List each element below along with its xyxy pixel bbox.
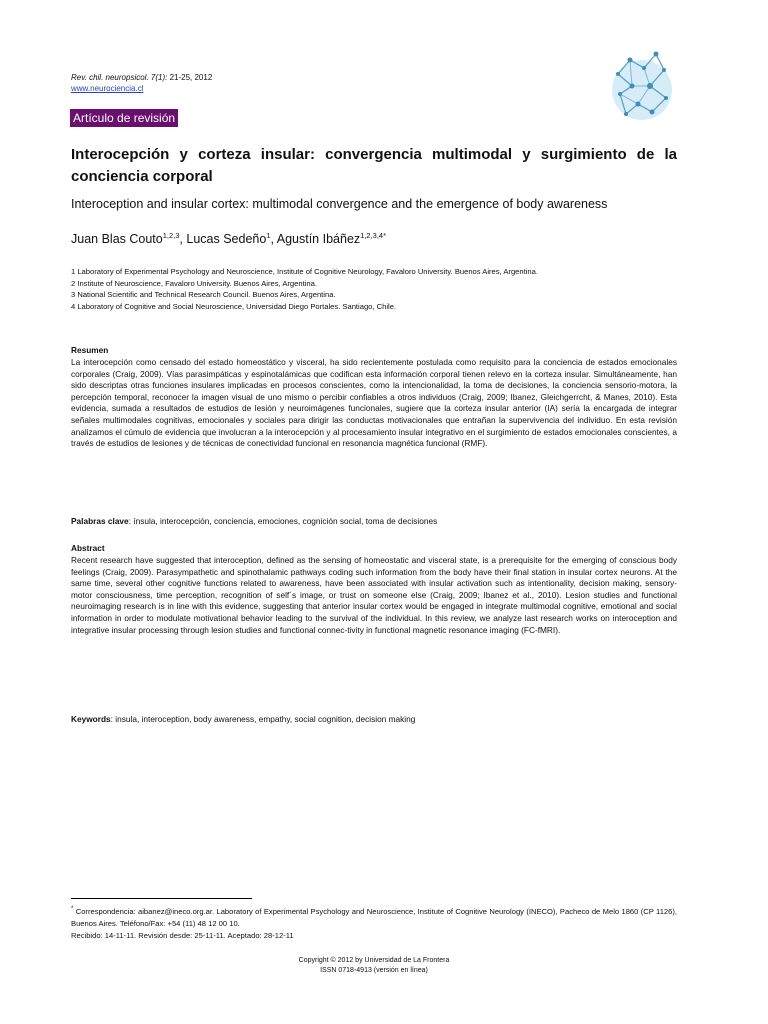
affiliation-item: 2 Institute of Neuroscience, Favaloro University. Buenos Aires, Argentina. [71,278,317,288]
journal-citation: Rev. chil. neuropsicol. 7(1): 21-25, 2012 [71,73,213,82]
author-list [71,228,386,247]
copyright [224,956,524,976]
affiliation-item: 4 Laboratory of Cognitive and Social Neuroscience, Universidad Diego Portales. Santiago, Chile. [71,301,397,311]
affiliation-item: 3 National Scientific and Technical Research Council. Buenos Aires, Argentina. [71,290,336,299]
abstract-heading: Abstract [71,543,105,553]
affiliation-item: 1 Laboratory of Experimental Psychology and Neuroscience, Institute of Cognitive Neurology, Favaloro University. Buenos Aires, Argentina. [71,267,538,276]
article-subtitle: Interoception and insular cortex: multimodal convergence and the emergence of body awareness [71,197,608,211]
keywords: Keywords: insula, interoception, body awareness, empathy, social cognition, decision making [71,714,416,724]
copyright-line: Copyright © 2012 by Universidad de La Frontera [298,957,450,964]
journal-website-link[interactable]: www.neurociencia.cl [71,84,144,93]
journal-header [71,72,212,94]
section-badge: Artículo de revisión [70,109,178,127]
resumen-text: La interocepción como censado del estado homeostático y visceral, ha sido recientemente postulada como requisito para la conciencia de estados emocionales corporales (Craig, 2009). Vías parasimpáticas y espinotalámicas que codifican esta información corporal tienen relevo en la corteza insular. Simultáneamente, han sido descriptas otras funciones insulares implicadas en procesos conscientes, como la intencionalidad, la toma de decisiones, la conciencia sensorio-motora, la percepción temporal, reconocer la imagen visual de uno mismo o percibir confiables a otros individuos (Craig, 2009; Ibanez, Gleichgerrcht, & Manes, 2010). Esta evidencia, sumada a resultados de estudios de lesión y neuroimágenes funcionales, sugiere que la corteza insular anterior (IA) sería la encargada de integrar señales multimodales cognitivas, emocionales y sociales para dirigir las conductas motivacionales que entrañan la supervivencia del individuo. En esta revisión analizamos el cúmulo de evidencia que involucran a la interocepción y al procesamiento insular integrativo en el surgimiento de estados emocionales conscientes, a través de estudios de lesiones y de técnicas de conectividad funcional en resonancia magnética funcional (RMF). [71,357,677,449]
footnote-correspondence: * Correspondencia: aibanez@ineco.org.ar. Laboratory of Experimental Psychology and Neuroscience, Institute of Cognitive Neurology (INECO), Pacheco de Melo 1860 (CP 1126), Buenos Aires. Teléfono/Fax: +54 (11) 48 12 00 10. [71,906,677,928]
abstract-text: Recent research have suggested that interoception, defined as the sensing of homeostatic and visceral state, is a prerequisite for the emerging of conscious body feelings (Craig, 2009). Parasympathetic and spinothalamic pathways coding such information from the body have their final station in insular cortex neurons. At the same time, several other cognitive functions related to awareness, have been associated with insular activation such as intentionality, decision making, sensory-motor consciousness, time perception, recognition of self´s image, or trust on someone else (Craig, 2009; Ibanez et al., 2010). Lesion studies and functional neuroimaging research is in line with this evidence, suggesting that anterior insular cortex would be engaged in integrate multimodal cognitive, emotional and social information in order to modulate motivational behavior leading to the survival of the individual. In this review, we analyze last research works on interoception and integrative insular processing through lesion studies and functional connec-tivity in functional magnetic resonance imaging (FC-fMRI). [71,555,677,635]
footnote-dates: Recibido: 14-11-11. Revisión desde: 25-11-11. Aceptado: 28-12-11 [71,931,294,940]
resumen-heading: Resumen [71,345,109,355]
author: Agustín Ibáñez$^{1,2,3,4*}$ [276,231,387,246]
neuron-network-logo [604,46,680,126]
author: Juan Blas Couto$^{1,2,3}$, [71,231,187,246]
author: Lucas Sedeño$^1$, [186,231,277,246]
article-title: Interocepción y corteza insular: convergencia multimodal y surgimiento de la conciencia corporal [71,146,677,185]
footnote-divider [71,898,252,899]
affiliations [71,266,691,312]
footnote [71,903,677,942]
palabras-clave: Palabras clave: ínsula, interocepción, conciencia, emociones, cognición social, toma de decisiones [71,516,438,526]
issn-line: ISSN 0718-4913 (versión en línea) [320,967,428,974]
